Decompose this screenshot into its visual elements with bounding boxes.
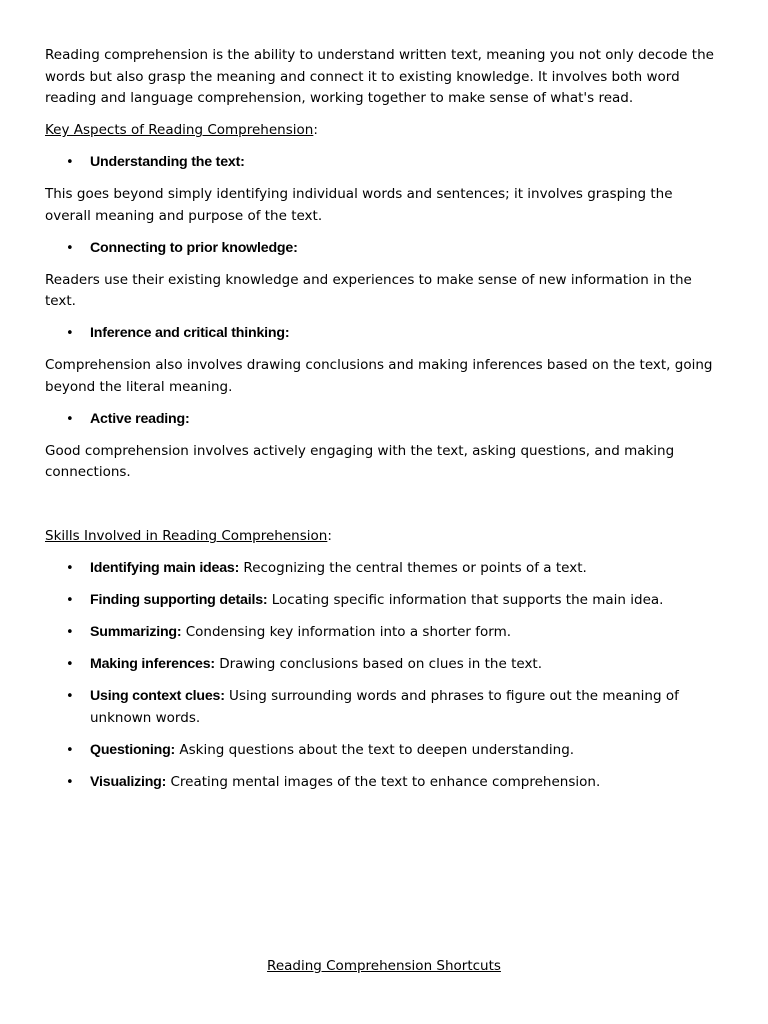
- section-title-shortcuts: Reading Comprehension Shortcuts: [267, 958, 501, 974]
- key-aspect-title: [90, 409, 721, 431]
- skill-desc: Drawing conclusions based on clues in the text.: [214, 656, 543, 672]
- key-aspect-title: [90, 152, 721, 174]
- key-aspect-title-text: Inference and critical thinking:: [90, 325, 290, 341]
- key-aspect-title-text: Understanding the text:: [90, 154, 245, 170]
- skill-desc: Using surrounding words and phrases to figure out the meaning of unknown words.: [90, 688, 679, 726]
- skill-term: Summarizing:: [90, 624, 182, 640]
- skill-item: [90, 740, 721, 762]
- document-page: [45, 45, 721, 804]
- skills-heading-colon: :: [327, 528, 332, 544]
- skill-term: Finding supporting details:: [90, 592, 268, 608]
- skill-desc: Condensing key information into a shorter form.: [181, 624, 512, 640]
- key-aspect-paragraph: Comprehension also involves drawing conclusions and making inferences based on the text, going beyond the literal meaning.: [45, 357, 713, 395]
- skill-term: Identifying main ideas:: [90, 560, 240, 576]
- skill-item: [90, 558, 721, 580]
- skill-term: Making inferences:: [90, 656, 215, 672]
- key-aspect-title: [90, 323, 721, 345]
- key-aspects-heading-line: [45, 120, 721, 142]
- skill-desc: Creating mental images of the text to enhance comprehension.: [166, 773, 601, 790]
- key-aspects-heading-colon: :: [313, 122, 318, 138]
- key-aspects-heading: Key Aspects of Reading Comprehension: [45, 122, 314, 138]
- skill-term: Visualizing:: [90, 773, 167, 790]
- skill-desc: Recognizing the central themes or points of a text.: [239, 560, 587, 576]
- key-aspect-list-3: [45, 323, 721, 345]
- key-aspect-title-text: Connecting to prior knowledge:: [90, 239, 298, 256]
- skills-heading-line: [45, 526, 721, 548]
- skills-list: [45, 558, 721, 793]
- skill-desc: Asking questions about the text to deepen understanding.: [175, 741, 575, 758]
- key-aspect-list-4: [45, 409, 721, 431]
- skill-item: [90, 590, 721, 612]
- skills-heading: Skills Involved in Reading Comprehension: [45, 528, 328, 544]
- skill-item: [90, 622, 721, 644]
- skill-term: Questioning:: [90, 741, 176, 758]
- skill-term: Using context clues:: [90, 688, 225, 704]
- skill-desc: Locating specific information that supports the main idea.: [267, 592, 664, 608]
- skill-item: [90, 654, 721, 676]
- intro-paragraph: Reading comprehension is the ability to understand written text, meaning you not only decode the words but also grasp the meaning and connect it to existing knowledge. It involves both word reading and language comprehension, working together to make sense of what's read.: [45, 47, 714, 106]
- key-aspect-list-1: [45, 152, 721, 174]
- key-aspect-paragraph: Good comprehension involves actively engaging with the text, asking questions, and making connections.: [45, 442, 675, 480]
- key-aspect-title: [90, 238, 721, 260]
- skill-item: [90, 772, 721, 794]
- skill-item: [90, 686, 721, 729]
- key-aspect-paragraph: Readers use their existing knowledge and experiences to make sense of new information in the text.: [45, 271, 692, 309]
- blank-line: [45, 494, 721, 526]
- key-aspect-list-2: [45, 238, 721, 260]
- key-aspect-paragraph: This goes beyond simply identifying individual words and sentences; it involves grasping the overall meaning and purpose of the text.: [45, 186, 673, 224]
- key-aspect-title-text: Active reading:: [90, 410, 190, 427]
